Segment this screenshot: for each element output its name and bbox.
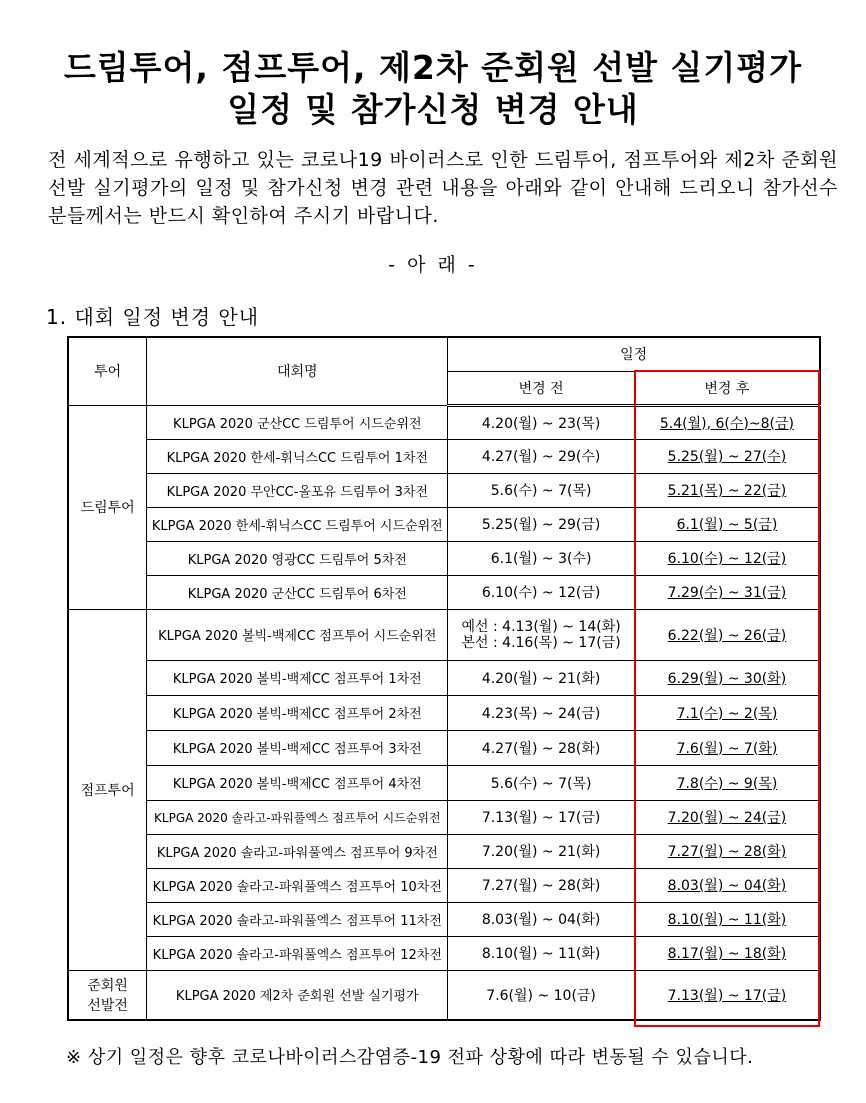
after-date-cell: 6.1(월) ~ 5(금) (634, 507, 820, 541)
section-1-heading: 1. 대회 일정 변경 안내 (46, 305, 260, 329)
before-date-cell: 6.10(수) ~ 12(금) (448, 575, 635, 609)
after-date-cell: 6.29(월) ~ 30(화) (634, 660, 820, 695)
table-row (68, 970, 820, 1020)
table-row (68, 609, 820, 660)
after-date-cell: 5.25(월) ~ 27(수) (634, 439, 820, 473)
event-name-cell: KLPGA 2020 제2차 준회원 선발 실기평가 (147, 970, 448, 1020)
after-date-cell: 7.8(수) ~ 9(목) (634, 765, 820, 800)
event-name-cell: KLPGA 2020 솔라고-파워풀엑스 점프투어 10차전 (147, 868, 448, 902)
event-name-cell: KLPGA 2020 볼빅-백제CC 점프투어 2차전 (147, 695, 448, 730)
table-row (68, 507, 820, 541)
before-date-cell: 5.25(월) ~ 29(금) (448, 507, 635, 541)
before-date-line2: 본선 : 4.16(목) ~ 17(금) (461, 634, 621, 651)
before-date-cell: 7.27(월) ~ 28(화) (448, 868, 635, 902)
event-name-cell: KLPGA 2020 볼빅-백제CC 점프투어 1차전 (147, 660, 448, 695)
after-date-cell: 7.1(수) ~ 2(목) (634, 695, 820, 730)
before-date-cell: 7.13(월) ~ 17(금) (448, 800, 635, 834)
event-name-cell: KLPGA 2020 솔라고-파워풀엑스 점프투어 9차전 (147, 834, 448, 868)
before-date-cell: 4.27(월) ~ 28(화) (448, 730, 635, 765)
event-name-cell: KLPGA 2020 솔라고-파워풀엑스 점프투어 12차전 (147, 936, 448, 970)
table-row (68, 575, 820, 609)
after-date-cell: 5.4(월), 6(수)~8(금) (634, 405, 820, 439)
event-name-cell: KLPGA 2020 솔라고-파워풀엑스 점프투어 11차전 (147, 902, 448, 936)
tour-name-cell: 드림투어 (68, 405, 147, 609)
after-date-cell: 8.10(월) ~ 11(화) (634, 902, 820, 936)
after-date-cell: 8.17(월) ~ 18(화) (634, 936, 820, 970)
before-date-cell: 5.6(수) ~ 7(목) (448, 473, 635, 507)
table-row (68, 834, 820, 868)
tour-name-line2: 선발전 (87, 997, 128, 1014)
table-row (68, 936, 820, 970)
title-line-2: 일정 및 참가신청 변경 안내 (227, 90, 639, 129)
after-date-cell: 7.13(월) ~ 17(금) (634, 970, 820, 1020)
event-name-cell: KLPGA 2020 한세-휘닉스CC 드림투어 시드순위전 (147, 507, 448, 541)
event-name-cell: KLPGA 2020 볼빅-백제CC 점프투어 3차전 (147, 730, 448, 765)
before-date-cell: 4.20(월) ~ 21(화) (448, 660, 635, 695)
before-date-cell: 7.20(월) ~ 21(화) (448, 834, 635, 868)
event-name-cell: KLPGA 2020 한세-휘닉스CC 드림투어 1차전 (147, 439, 448, 473)
before-date-cell: 6.1(월) ~ 3(수) (448, 541, 635, 575)
table-row (68, 695, 820, 730)
table-row (68, 868, 820, 902)
footnote: ※ 상기 일정은 향후 코로나바이러스감염증-19 전파 상황에 따라 변동될 수 있습니다. (66, 1047, 754, 1068)
after-date-cell: 7.20(월) ~ 24(금) (634, 800, 820, 834)
table-row (68, 473, 820, 507)
tour-name-cell (68, 970, 147, 1020)
before-date-cell: 7.6(월) ~ 10(금) (448, 970, 635, 1020)
after-date-cell: 7.6(월) ~ 7(화) (634, 730, 820, 765)
schedule-table (67, 336, 821, 1021)
table-row (68, 800, 820, 834)
header-after: 변경 후 (634, 371, 820, 405)
event-name-cell: KLPGA 2020 영광CC 드림투어 5차전 (147, 541, 448, 575)
event-name-cell: KLPGA 2020 볼빅-백제CC 점프투어 4차전 (147, 765, 448, 800)
title-line-1: 드림투어, 점프투어, 제2차 준회원 선발 실기평가 (63, 48, 803, 87)
table-row (68, 541, 820, 575)
event-name-cell: KLPGA 2020 볼빅-백제CC 점프투어 시드순위전 (147, 609, 448, 660)
before-date-cell (448, 609, 635, 660)
after-date-cell: 7.29(수) ~ 31(금) (634, 575, 820, 609)
table-row (68, 660, 820, 695)
tour-name-line1: 준회원 (87, 977, 128, 994)
below-heading: - 아 래 - (388, 254, 478, 276)
after-date-cell: 8.03(월) ~ 04(화) (634, 868, 820, 902)
table-row (68, 730, 820, 765)
header-schedule: 일정 (448, 337, 820, 371)
after-date-cell: 6.22(월) ~ 26(금) (634, 609, 820, 660)
before-date-cell: 5.6(수) ~ 7(목) (448, 765, 635, 800)
event-name-cell: KLPGA 2020 무안CC-올포유 드림투어 3차전 (147, 473, 448, 507)
before-date-cell: 8.10(월) ~ 11(화) (448, 936, 635, 970)
before-date-line1: 예선 : 4.13(월) ~ 14(화) (461, 618, 621, 635)
intro-paragraph: 전 세계적으로 유행하고 있는 코로나19 바이러스로 인한 드림투어, 점프투어와 제2차 준회원 선발 실기평가의 일정 및 참가신청 변경 관련 내용을 아래와 같이 안내해 드리오니 참가선수분들께서는 반드시 확인하여 주시기 바랍니다. (48, 149, 838, 227)
before-date-cell: 4.23(목) ~ 24(금) (448, 695, 635, 730)
header-tour: 투어 (68, 337, 147, 405)
after-date-cell: 5.21(목) ~ 22(금) (634, 473, 820, 507)
tour-name-cell: 점프투어 (68, 609, 147, 970)
table-row (68, 902, 820, 936)
event-name-cell: KLPGA 2020 군산CC 드림투어 6차전 (147, 575, 448, 609)
header-before: 변경 전 (448, 371, 635, 405)
table-row (68, 439, 820, 473)
header-event: 대회명 (147, 337, 448, 405)
after-date-cell: 7.27(월) ~ 28(화) (634, 834, 820, 868)
before-date-cell: 4.20(월) ~ 23(목) (448, 405, 635, 439)
event-name-cell: KLPGA 2020 솔라고-파워풀엑스 점프투어 시드순위전 (147, 800, 448, 834)
event-name-cell: KLPGA 2020 군산CC 드림투어 시드순위전 (147, 405, 448, 439)
table-row (68, 405, 820, 439)
before-date-cell: 8.03(월) ~ 04(화) (448, 902, 635, 936)
after-date-cell: 6.10(수) ~ 12(금) (634, 541, 820, 575)
before-date-cell: 4.27(월) ~ 29(수) (448, 439, 635, 473)
table-row (68, 765, 820, 800)
